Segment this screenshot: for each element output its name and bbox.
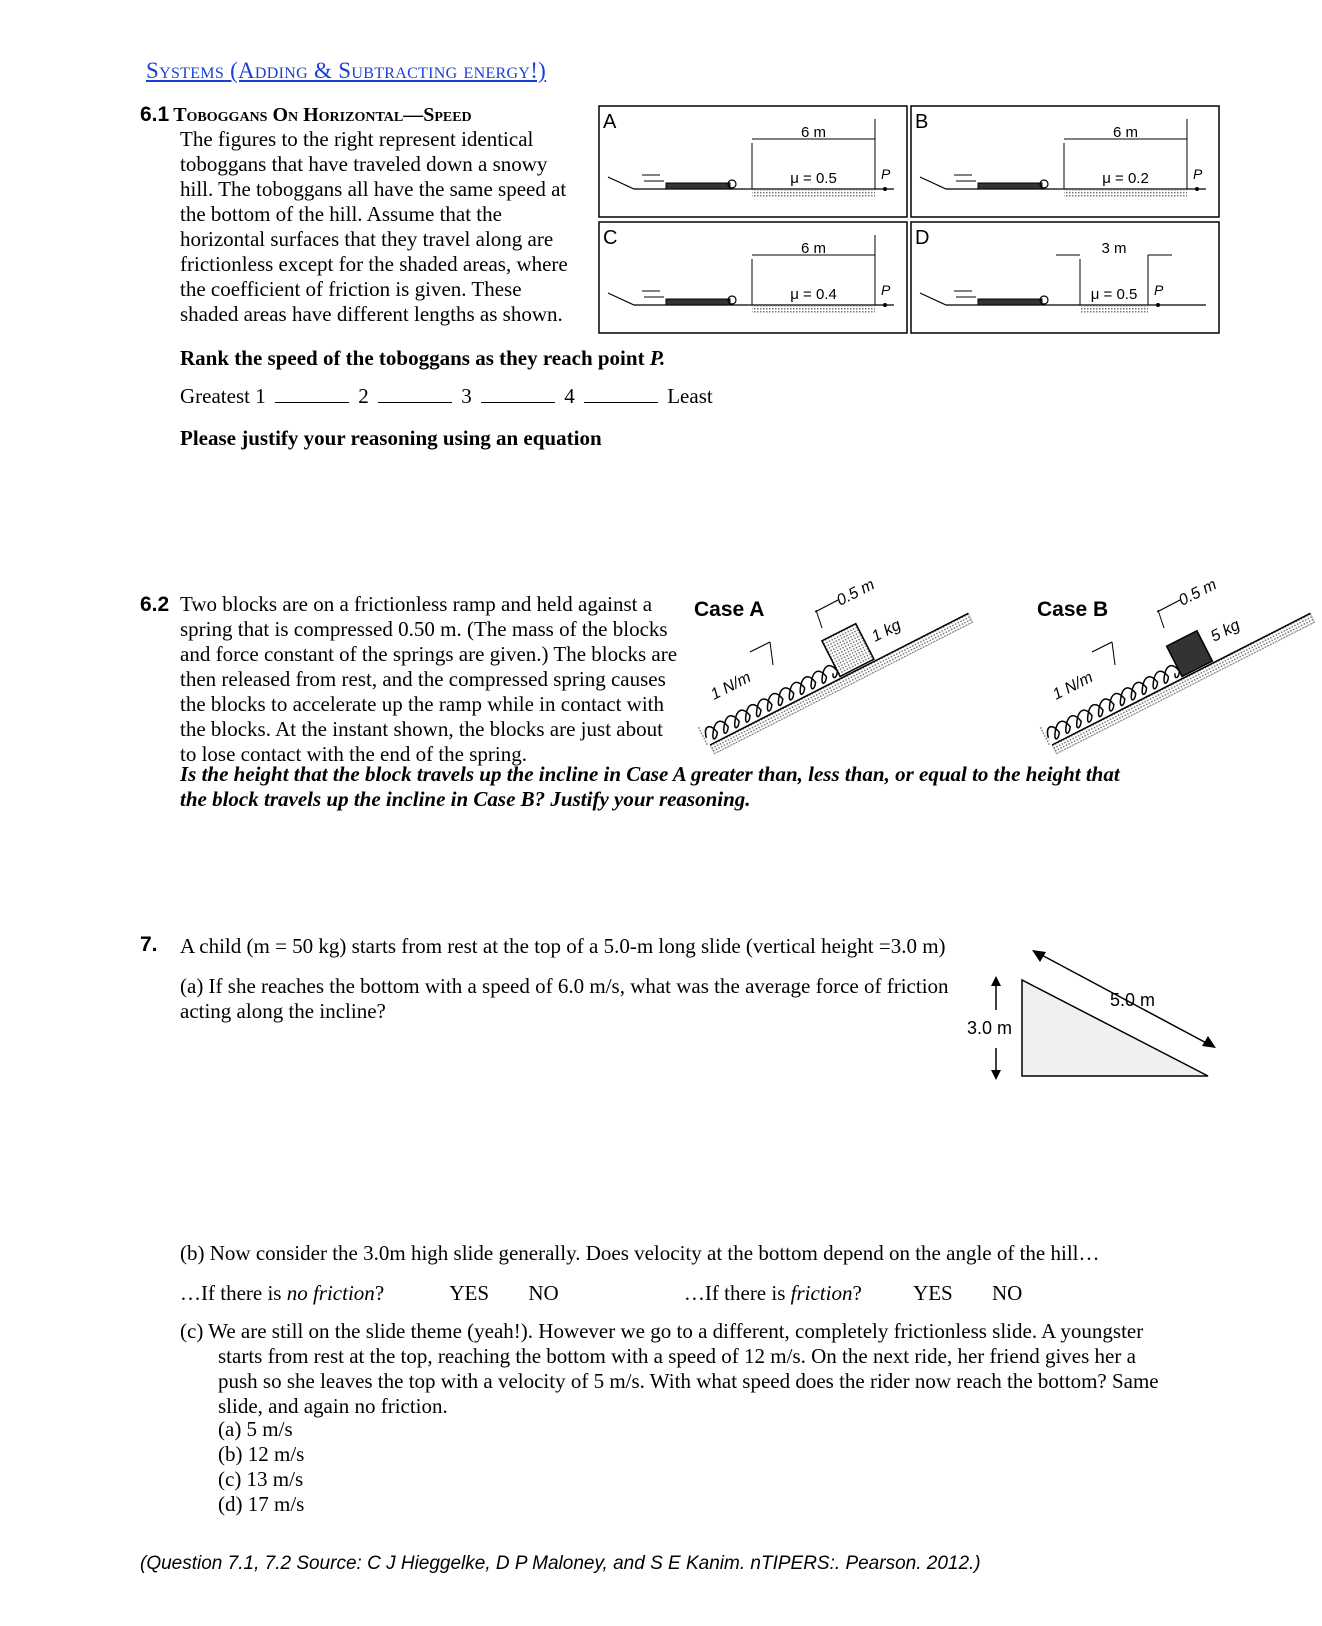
q7-part-b-options <box>180 1281 1180 1306</box>
q61-heading <box>140 103 472 127</box>
panel-length: 6 m <box>1112 124 1139 141</box>
b2-suffix: ? <box>852 1281 862 1305</box>
page-title: Systems (Adding & Subtracting energy!) <box>146 58 547 83</box>
panel-mu: μ = 0.4 <box>790 286 837 303</box>
q61-justify: Please justify your reasoning using an equation <box>180 426 602 450</box>
q7-choices <box>218 1417 304 1517</box>
b1-em: no friction <box>286 1281 375 1305</box>
q61-rank-row <box>180 384 713 409</box>
caseB-spring-label: 1 N/m <box>1050 669 1096 704</box>
choice-c[interactable]: (c) 13 m/s <box>218 1467 304 1491</box>
slide-diagram <box>960 940 1230 1090</box>
panel-point: P <box>1193 166 1203 182</box>
toboggan-icon <box>978 299 1042 305</box>
q7-part-a: (a) If she reaches the bottom with a speed of 6.0 m/s, what was the average force of friction acting along the incline? <box>180 974 949 1023</box>
choice-d[interactable]: (d) 17 m/s <box>218 1492 305 1516</box>
panel-point: P <box>881 166 891 182</box>
panel-mu: μ = 0.5 <box>790 170 837 187</box>
choice-a[interactable]: (a) 5 m/s <box>218 1417 293 1441</box>
panel-c <box>599 222 907 333</box>
b1-suffix: ? <box>374 1281 385 1305</box>
rank-n3: 3 <box>461 384 472 408</box>
spring-icon <box>1044 663 1181 742</box>
panel-point: P <box>1154 282 1164 298</box>
friction-strip <box>752 190 875 198</box>
friction-strip <box>752 306 875 314</box>
rank-blank-2[interactable] <box>378 384 452 403</box>
spring-icon <box>702 663 839 742</box>
q61-number: 6.1 <box>140 103 170 126</box>
q7-part-c: (c) We are still on the slide theme (yeah!). However we go to a different, completely frictionless slide. A youngster starts from rest at the top, reaching the bottom with a speed of 12 m/s. On the next ride, her friend gives her a push so she leaves the top with a velocity of 5 m/s. With what speed does the rider now reach the bottom? Same slide, and again no friction. <box>180 1319 1159 1418</box>
q62-paragraph: Two blocks are on a frictionless ramp and held against a spring that is compressed 0.50 m. (The mass of the blocks and force constant of the springs are given.) The blocks are then released from rest, and the compressed spring causes the blocks to accelerate up the ramp while in contact with the blocks. At the instant shown, the blocks are just about to lose contact with the end of the spring. <box>180 592 678 766</box>
q62-question: Is the height that the block travels up the incline in Case A greater than, less than, or equal to the height that the block travels up the incline in Case B? Justify your reasoning. <box>180 762 1120 811</box>
caseA-spring-label: 1 N/m <box>708 669 754 704</box>
rank-blank-4[interactable] <box>584 384 658 403</box>
b1-yes[interactable]: YES <box>449 1281 490 1305</box>
caseB-ramp <box>1032 570 1322 760</box>
caseA-label: Case A <box>694 598 765 621</box>
caseB-label: Case B <box>1037 598 1109 621</box>
b2-yes[interactable]: YES <box>913 1281 953 1305</box>
rank-prompt-text: Rank the speed of the toboggans as they reach point <box>180 346 645 370</box>
b2-prefix: …If there is <box>683 1281 791 1305</box>
q7-number-wrap <box>140 933 158 957</box>
q61-title: Toboggans On Horizontal—Speed <box>173 104 472 126</box>
caseB-compression-label: 0.5 m <box>1176 576 1220 610</box>
panel-a <box>599 106 907 217</box>
toboggan-diagram <box>598 105 1222 335</box>
panel-b <box>911 106 1219 217</box>
rank-point: P. <box>649 346 666 370</box>
toboggan-icon <box>978 183 1042 189</box>
b2-em: friction <box>790 1281 853 1305</box>
slide-height-label: 3.0 m <box>967 1018 1013 1038</box>
q7-intro: A child (m = 50 kg) starts from rest at the top of a 5.0-m long slide (vertical height =3.0 m) <box>180 934 946 958</box>
caseA-mass-label: 1 kg <box>869 616 904 646</box>
slide-length-label: 5.0 m <box>1110 990 1156 1010</box>
rank-blank-1[interactable] <box>275 384 349 403</box>
panel-letter: B <box>915 111 929 133</box>
caseA-compression-label: 0.5 m <box>834 576 878 610</box>
toboggan-icon <box>666 299 730 305</box>
b2-no[interactable]: NO <box>992 1281 1023 1305</box>
rank-least: Least <box>667 384 713 408</box>
friction-strip <box>1080 306 1148 314</box>
panel-letter: C <box>603 227 618 249</box>
q61-paragraph: The figures to the right represent identical toboggans that have traveled down a snowy hill. The toboggans all have the same speed at the bottom of the hill. Assume that the horizontal surfaces that they travel along are frictionless except for the shaded areas, where the coefficient of friction is given. These shaded areas have different lengths as shown. <box>180 127 568 326</box>
caseB-mass-label: 5 kg <box>1208 616 1243 646</box>
q62-number: 6.2 <box>140 593 170 616</box>
q7-number: 7. <box>140 933 158 956</box>
panel-length: 6 m <box>800 240 827 257</box>
q7-part-b: (b) Now consider the 3.0m high slide generally. Does velocity at the bottom depend on the angle of the hill… <box>180 1241 1100 1265</box>
panel-length: 6 m <box>800 124 827 141</box>
panel-mu: μ = 0.2 <box>1102 170 1149 187</box>
panel-mu: μ = 0.5 <box>1090 286 1138 303</box>
rank-blank-3[interactable] <box>481 384 555 403</box>
friction-strip <box>1064 190 1187 198</box>
caseA-ramp <box>690 570 980 760</box>
panel-letter: D <box>915 227 930 249</box>
rank-n4: 4 <box>564 384 575 408</box>
toboggan-icon <box>666 183 730 189</box>
panel-point: P <box>881 282 891 298</box>
panel-d <box>911 222 1219 333</box>
rank-n2: 2 <box>358 384 369 408</box>
rank-greatest: Greatest 1 <box>180 384 266 408</box>
b1-prefix: …If there is <box>180 1281 287 1305</box>
choice-b[interactable]: (b) 12 m/s <box>218 1442 305 1466</box>
b1-no[interactable]: NO <box>528 1281 559 1305</box>
q61-rank-prompt <box>180 346 665 371</box>
source-citation: (Question 7.1, 7.2 Source: C J Hieggelke, D P Maloney, and S E Kanim. nTIPERS:. Pearson. 2012.) <box>140 1553 981 1574</box>
panel-length: 3 m <box>1101 240 1127 257</box>
panel-letter: A <box>603 111 617 133</box>
